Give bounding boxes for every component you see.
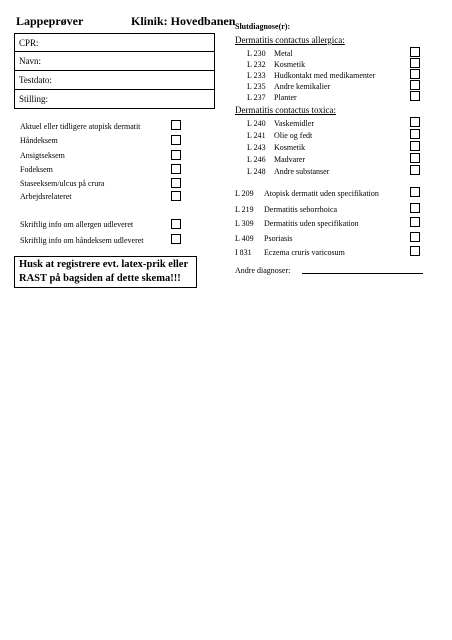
diagnosis-checkbox[interactable]	[410, 153, 420, 163]
diagnosis-code: L 219	[235, 205, 254, 214]
diagnosis-checkbox[interactable]	[410, 91, 420, 101]
position-label: Stilling:	[19, 94, 49, 104]
diagnosis-label: Kosmetik	[274, 143, 306, 152]
diagnosis-code: L 241	[247, 131, 266, 140]
history-checkbox[interactable]	[171, 120, 181, 130]
history-label: Aktuel eller tidligere atopisk dermatit	[20, 122, 141, 131]
diagnosis-label: Olie og fedt	[274, 131, 313, 140]
diagnosis-checkbox[interactable]	[410, 203, 420, 213]
other-diagnoses-label: Andre diagnoser:	[235, 266, 291, 275]
diagnosis-code: L 246	[247, 155, 266, 164]
history-label: Arbejdsrelateret	[20, 192, 72, 201]
diagnosis-checkbox[interactable]	[410, 117, 420, 127]
testdate-label: Testdato:	[19, 75, 52, 85]
diagnosis-checkbox[interactable]	[410, 187, 420, 197]
diagnosis-checkbox[interactable]	[410, 69, 420, 79]
info-checkbox[interactable]	[171, 234, 181, 244]
diagnosis-label: Kosmetik	[274, 60, 306, 69]
diagnosis-label: Atopisk dermatit uden specifikation	[264, 189, 379, 198]
name-field[interactable]	[14, 52, 215, 71]
diagnosis-label: Dermatitis uden specifikation	[264, 219, 359, 228]
diagnosis-checkbox[interactable]	[410, 217, 420, 227]
history-checkbox[interactable]	[171, 191, 181, 201]
diagnosis-label: Planter	[274, 93, 297, 102]
diagnosis-checkbox[interactable]	[410, 141, 420, 151]
history-checkbox[interactable]	[171, 164, 181, 174]
form-title: Lappeprøver	[16, 14, 84, 28]
history-checkbox[interactable]	[171, 135, 181, 145]
diagnosis-label: Hudkontakt med medikamenter	[274, 71, 376, 80]
diagnosis-label: Psoriasis	[264, 234, 293, 243]
reminder-line-2: RAST på bagsiden af dette skema!!!	[19, 273, 181, 284]
diagnosis-checkbox[interactable]	[410, 129, 420, 139]
diagnosis-label: Eczema cruris varicosum	[264, 248, 345, 257]
clinic-title: Klinik: Hovedbanen	[131, 14, 236, 28]
name-label: Navn:	[19, 56, 41, 66]
diagnosis-code: L 233	[247, 71, 266, 80]
diagnosis-code: L 209	[235, 189, 254, 198]
history-label: Staseeksem/ulcus på crura	[20, 179, 105, 188]
diagnosis-label: Andre kemikalier	[274, 82, 331, 91]
other-diagnoses-line[interactable]	[302, 273, 423, 274]
info-label: Skriftlig info om håndeksem udleveret	[20, 236, 144, 245]
diagnosis-code: L 230	[247, 49, 266, 58]
diagnosis-code: I 831	[235, 248, 252, 257]
diagnosis-label: Dermatitis seborrhoica	[264, 205, 338, 214]
history-label: Ansigtseksem	[20, 151, 65, 160]
diagnosis-code: L 409	[235, 234, 254, 243]
history-label: Håndeksem	[20, 136, 58, 145]
slutdiagnose-heading: Slutdiagnose(r):	[235, 22, 291, 31]
history-checkbox[interactable]	[171, 178, 181, 188]
history-checkbox[interactable]	[171, 150, 181, 160]
diagnosis-checkbox[interactable]	[410, 165, 420, 175]
allergica-heading: Dermatitis contactus allergica:	[235, 35, 345, 45]
diagnosis-code: L 237	[247, 93, 266, 102]
diagnosis-code: L 243	[247, 143, 266, 152]
info-label: Skriftlig info om allergen udleveret	[20, 220, 134, 229]
info-checkbox[interactable]	[171, 219, 181, 229]
diagnosis-checkbox[interactable]	[410, 80, 420, 90]
position-field[interactable]	[14, 90, 215, 109]
diagnosis-code: L 309	[235, 219, 254, 228]
diagnosis-label: Metal	[274, 49, 293, 58]
diagnosis-label: Andre substanser	[274, 167, 330, 176]
diagnosis-label: Madvarer	[274, 155, 306, 164]
diagnosis-code: L 235	[247, 82, 266, 91]
cpr-field[interactable]	[14, 33, 215, 52]
diagnosis-code: L 248	[247, 167, 266, 176]
testdate-field[interactable]	[14, 71, 215, 90]
diagnosis-code: L 240	[247, 119, 266, 128]
reminder-line-1: Husk at registrere evt. latex-prik eller	[19, 259, 189, 270]
latex-reminder-box	[14, 256, 197, 288]
history-label: Fodeksem	[20, 165, 53, 174]
diagnosis-checkbox[interactable]	[410, 47, 420, 57]
diagnosis-code: L 232	[247, 60, 266, 69]
diagnosis-checkbox[interactable]	[410, 58, 420, 68]
cpr-label: CPR:	[19, 38, 39, 48]
toxica-heading: Dermatitis contactus toxica:	[235, 105, 336, 115]
diagnosis-checkbox[interactable]	[410, 246, 420, 256]
diagnosis-checkbox[interactable]	[410, 232, 420, 242]
diagnosis-label: Vaskemidler	[274, 119, 314, 128]
